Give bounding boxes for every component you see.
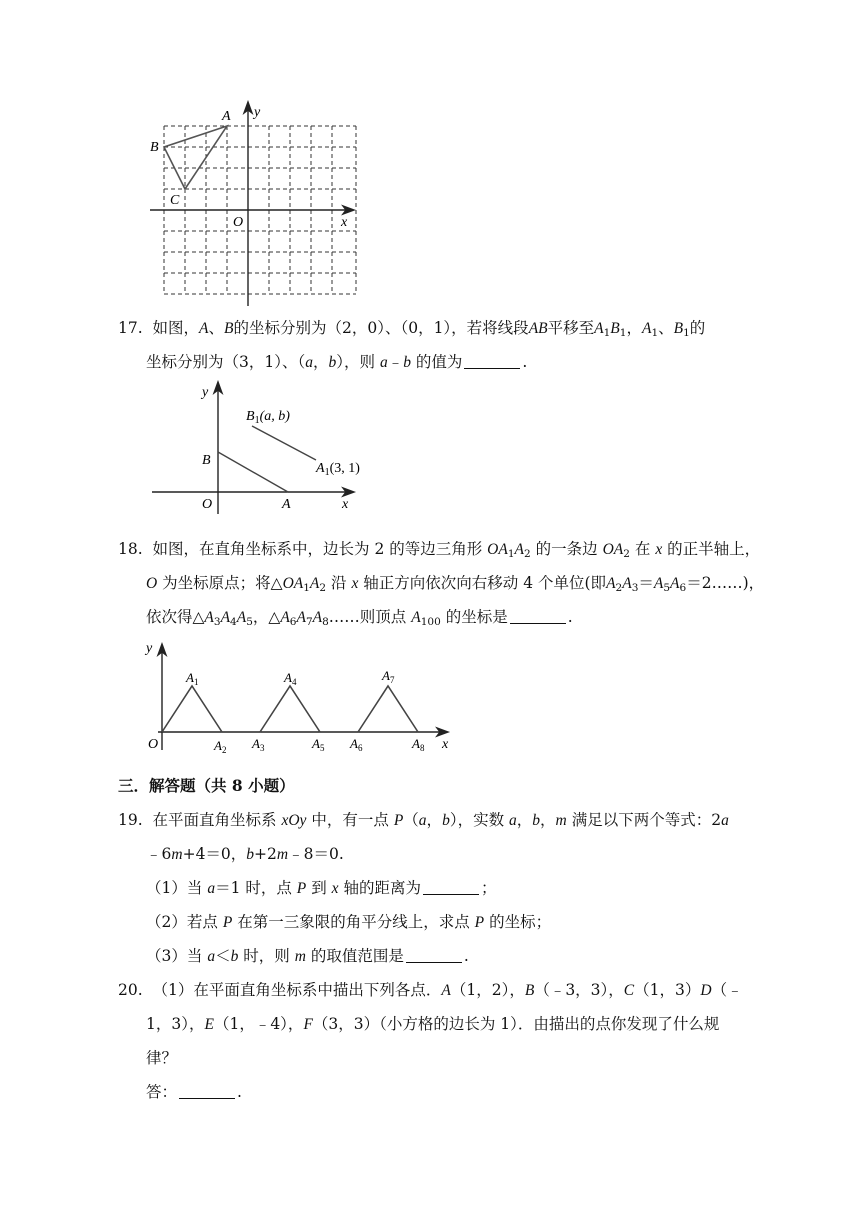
section-heading: 三．解答题（共 8 小题） [118,776,295,795]
figure-16-grid [140,100,370,308]
label-a2: $A_2$ [214,738,227,755]
label-a1: $A_1$ [186,670,199,687]
answer-blank[interactable] [464,354,520,369]
label-a6: $A_6$ [350,736,363,753]
label-a: A [222,109,231,124]
q19-part-1: （1）当 a＝1 时，点 P 到 x 轴的距离为 ； [146,879,497,897]
label-o: O [233,215,244,230]
label-x: x [442,737,449,752]
label-a3: $A_3$ [252,736,265,753]
q17-line-2: 坐标分别为（3，1）、（a，b），则 a﹣b 的值为 . [146,353,528,371]
label-a5: $A_5$ [312,736,325,753]
q20-line-2: 1，3），E（1，﹣4），F（3，3）（小方格的边长为 1）．由描出的点你发现了什么规 [146,1015,720,1033]
label-x: x [341,215,348,230]
answer-blank[interactable] [179,1084,235,1099]
label-y: y [202,385,209,400]
answer-blank[interactable] [423,880,479,895]
q20-line-3: 律？ [146,1049,178,1067]
triangles [162,686,418,732]
q18-line-2: O 为坐标原点；将$\triangle OA_1A_2$ 沿 x 轴正方向依次向右移动 4 个单位(即$A_2A_3=A_5A_6=2\dots\dots$)， [146,574,765,594]
label-c: C [170,193,180,208]
label-a4: $A_4$ [284,670,297,687]
q19-line-1: 19. 在平面直角坐标系 xOy 中，有一点 P（a，b），实数 a，b，m 满足以下两个等式：2a [118,811,729,829]
segment-a1b1 [252,426,316,460]
label-y: y [146,641,153,656]
axes [152,382,354,514]
triangle-abc [164,126,227,189]
q20-line-1: 20. （1）在平面直角坐标系中描出下列各点．A（1，2），B（﹣3，3），C（1，3）D（﹣ [118,981,743,999]
label-o: O [202,497,213,512]
q19-line-2: ﹣6m+4＝0，b+2m﹣8＝0. [146,845,344,863]
answer-blank[interactable] [510,609,566,624]
q18-line-1: 18. 如图，在直角坐标系中，边长为 2 的等边三角形 $OA_1A_2$ 的一条边 $OA_2$ 在 x 的正半轴上， [118,540,761,560]
q17-line-1: 17. 如图，A、B的坐标分别为（2，0）、（0，1），若将线段AB平移至$A_1B_1$，$A_1$、$B_1$的 [118,319,706,339]
label-o: O [148,737,159,752]
q19-part-3: （3）当 a＜b 时，则 m 的取值范围是 . [146,947,469,965]
label-a8: $A_8$ [412,736,425,753]
label-b: B [202,453,211,468]
label-b1: $B_1(a$, b) [246,409,290,426]
label-a: A [282,497,291,512]
label-x: x [342,497,349,512]
segment-ab [218,452,288,492]
label-a1: $A_1(3$, 1) [316,461,360,478]
figure-17-translation [148,380,368,518]
answer-blank[interactable] [406,948,462,963]
q20-answer: 答： . [146,1083,242,1101]
label-b: B [150,140,159,155]
axes [158,644,448,750]
q18-line-3: 依次得$\triangle A_3A_4A_5$，$\triangle A_6A_7A_8\dots\dots$则顶点 $A_{100}$ 的坐标是 . [146,608,573,628]
axes [150,102,354,306]
label-y: y [254,105,261,120]
figure-18-triangles [140,638,460,756]
q19-part-2: （2）若点 P 在第一三象限的角平分线上，求点 P 的坐标； [146,913,552,931]
label-a7: $A_7$ [382,668,395,685]
